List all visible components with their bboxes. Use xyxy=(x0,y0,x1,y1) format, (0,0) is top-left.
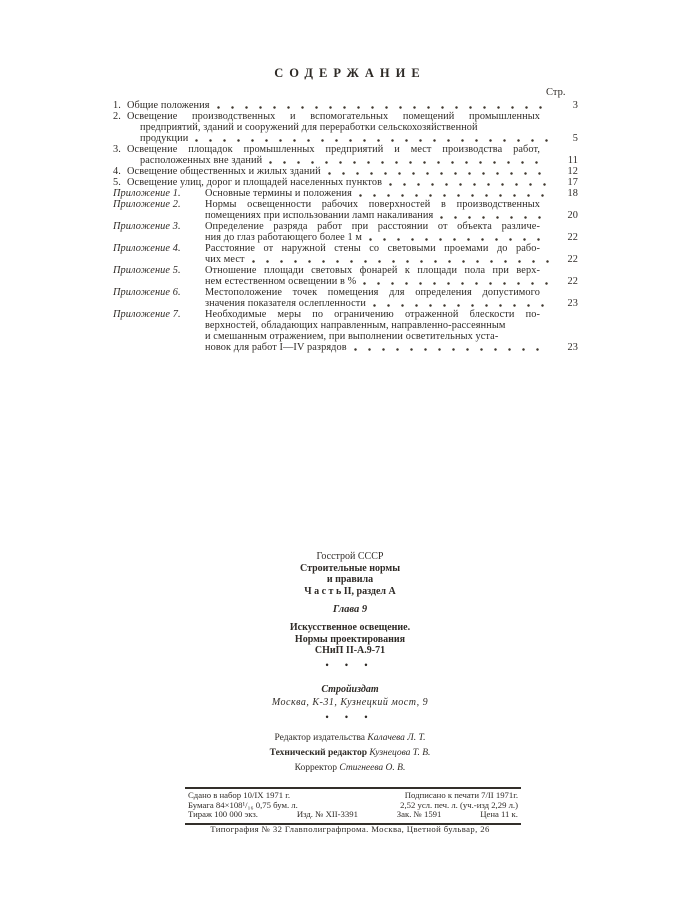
toc-entry-text: Местоположение точек помещения для определения допустимого xyxy=(205,287,540,298)
print-volume: 2,52 усл. печ. л. (уч.-изд 2,29 л.) xyxy=(400,799,518,810)
toc-entry-number: 4. xyxy=(113,166,121,177)
toc-entry-text: верхностей, обладающих направленным, направленно-рассеянным xyxy=(205,320,506,331)
toc-line xyxy=(113,144,578,155)
toc-line xyxy=(113,166,578,177)
toc-line xyxy=(205,254,578,265)
toc-entry-text: продукции xyxy=(140,133,189,144)
colophon-item-4: Цена 11 к. xyxy=(480,809,518,820)
editor-role: Технический редактор xyxy=(269,747,370,758)
toc-entry xyxy=(113,166,578,177)
printer-line: Типография № 32 Главполиграфпрома. Москва, Цветной бульвар, 26 xyxy=(210,824,490,834)
dot-leader xyxy=(359,194,549,197)
toc-entry-number: 5. xyxy=(113,177,121,188)
typeset-date: Сдано в набор 10/IX 1971 г. xyxy=(188,790,291,800)
toc-entry xyxy=(113,287,578,309)
doc-subject-line1: Искусственное освещение. xyxy=(289,622,411,633)
toc-line xyxy=(113,265,578,276)
toc-line xyxy=(140,122,540,133)
toc-entry xyxy=(113,309,578,353)
toc-entry-text: значения показателя ослепленности xyxy=(205,298,366,309)
dot-leader xyxy=(389,183,549,186)
toc-entry-text: Отношение площади световых фонарей к площади пола при верх- xyxy=(205,265,540,276)
colophon-item-1: Тираж 100 000 экз. xyxy=(188,809,258,820)
doc-code: СНиП II-А.9-71 xyxy=(314,645,386,656)
toc-line xyxy=(205,342,578,353)
toc-entry xyxy=(113,243,578,265)
toc-entry-number: 3. xyxy=(113,144,121,155)
chapter-label: Глава 9 xyxy=(332,604,368,615)
colophon-item-2: Изд. № XII-3391 xyxy=(296,809,358,820)
page-column-header: Стр. xyxy=(546,87,566,98)
toc-page-number: 22 xyxy=(567,254,578,265)
publisher-address: Москва, К-31, Кузнецкий мост, 9 xyxy=(271,696,429,708)
toc-entry xyxy=(113,221,578,243)
editor-line xyxy=(0,731,700,746)
publisher-name: Стройиздат xyxy=(321,683,379,695)
toc-line xyxy=(205,276,578,287)
publisher-block xyxy=(0,551,700,776)
editor-role: Корректор xyxy=(294,763,340,774)
toc-line xyxy=(113,309,578,320)
toc-entry-text: Общие положения xyxy=(127,100,210,111)
doc-subject-line2: Нормы проектирования xyxy=(294,633,406,645)
toc-page-number: 18 xyxy=(567,188,578,199)
toc-appendix-label: Приложение 1. xyxy=(113,188,181,199)
toc-entry xyxy=(113,100,578,111)
toc-entry-text: предприятий, зданий и сооружений для переработки сельскохозяйственной xyxy=(140,122,478,133)
toc-entry-text: Освещение производственных и вспомогательных помещений промышленных xyxy=(127,111,540,122)
toc-entry xyxy=(113,144,578,166)
toc-page-number: 11 xyxy=(567,155,578,166)
toc-title: СОДЕРЖАНИЕ xyxy=(274,66,426,80)
toc-entry xyxy=(113,111,578,144)
toc-line xyxy=(113,177,578,188)
toc-page-number: 20 xyxy=(567,210,578,221)
doc-part: Ч а с т ь II, раздел А xyxy=(304,585,396,597)
dot-leader xyxy=(354,348,549,351)
dot-leader xyxy=(269,161,549,164)
toc-appendix-label: Приложение 5. xyxy=(113,265,181,276)
toc-appendix-label: Приложение 3. xyxy=(113,221,181,232)
toc-entry-text: Основные термины и положения xyxy=(205,188,352,199)
colophon-item-3: Зак. № 1591 xyxy=(396,809,442,820)
colophon-row-3 xyxy=(188,810,518,820)
toc-line xyxy=(113,111,578,122)
editor-name: Кузнецова Т. В. xyxy=(369,747,431,758)
toc-entry-text: ния до глаз работающего более 1 м xyxy=(205,232,363,243)
toc-appendix-label: Приложение 7. xyxy=(113,309,181,320)
toc-page-number: 23 xyxy=(567,298,578,309)
toc-entry-text: чих мест xyxy=(205,254,245,265)
toc-entry-text: расположенных вне зданий xyxy=(140,155,263,166)
editor-name: Калачева Л. Т. xyxy=(367,732,426,743)
toc-entry-text: Освещение площадок промышленных предприятий и мест производства работ, xyxy=(127,144,540,155)
editor-name: Стигнеева О. В. xyxy=(339,763,406,774)
toc-page-number: 22 xyxy=(567,276,578,287)
toc-line xyxy=(113,199,578,210)
print-date: Подписано к печати 7/II 1971г. xyxy=(404,790,518,800)
toc-line xyxy=(205,232,578,243)
editors-block xyxy=(0,731,700,777)
toc-entry xyxy=(113,177,578,188)
toc-appendix-label: Приложение 6. xyxy=(113,287,181,298)
toc-entry-text: и смешанным отражением, при выполнении осветительных уста- xyxy=(205,331,499,342)
doc-title-line1: Строительные нормы xyxy=(300,562,400,574)
separator-stars-1: • • • xyxy=(325,659,375,670)
toc-page-number: 17 xyxy=(567,177,578,188)
toc-entry-text: Нормы освещенности рабочих поверхностей в производственных xyxy=(205,199,540,210)
toc-line xyxy=(113,243,578,254)
colophon-box xyxy=(185,787,521,825)
toc-line xyxy=(205,298,578,309)
editor-role: Редактор издательства xyxy=(274,732,368,743)
toc-line xyxy=(205,331,540,342)
paper-format: Бумага 84×108¹/₁₆ 0,75 бум. л. xyxy=(188,799,298,810)
toc-line xyxy=(113,100,578,111)
toc-entry-text: Расстояние от наружной стены со световыми проемами до рабо- xyxy=(205,243,540,254)
editor-line xyxy=(0,746,700,761)
toc-entry-text: Определение разряда работ при расстоянии от объекта различе- xyxy=(205,221,540,232)
toc-page-number: 23 xyxy=(567,342,578,353)
dot-leader xyxy=(252,260,549,263)
toc-list xyxy=(113,100,578,353)
toc-entry-text: помещениях при использовании ламп накаливания xyxy=(205,210,434,221)
dot-leader xyxy=(440,216,549,219)
dot-leader xyxy=(373,304,549,307)
toc-entry-text: Освещение общественных и жилых зданий xyxy=(127,166,321,177)
toc-page-number: 12 xyxy=(567,166,578,177)
toc-appendix-label: Приложение 2. xyxy=(113,199,181,210)
separator-stars-2: • • • xyxy=(325,711,375,722)
editor-line xyxy=(0,761,700,776)
toc-appendix-label: Приложение 4. xyxy=(113,243,181,254)
toc-line xyxy=(205,320,540,331)
toc-entry-text: нем естественном освещении в % xyxy=(205,276,357,287)
toc-page-number: 5 xyxy=(572,133,578,144)
dot-leader xyxy=(369,238,549,241)
dot-leader xyxy=(217,106,549,109)
toc-entry xyxy=(113,265,578,287)
dot-leader xyxy=(195,139,549,142)
toc-entry-text: Необходимые меры по ограничению отраженной блескости по- xyxy=(205,309,540,320)
toc-line xyxy=(113,221,578,232)
toc-page-number: 3 xyxy=(572,100,578,111)
toc-entry-number: 1. xyxy=(113,100,121,111)
toc-entry-text: новок для работ I—IV разрядов xyxy=(205,342,347,353)
toc-line xyxy=(140,155,578,166)
toc-entry-text: Освещение улиц, дорог и площадей населенных пунктов xyxy=(127,177,383,188)
toc-line xyxy=(113,287,578,298)
toc-line xyxy=(140,133,578,144)
dot-leader xyxy=(328,172,549,175)
toc-page-number: 22 xyxy=(567,232,578,243)
doc-title-line2: и правила xyxy=(326,574,374,585)
toc-line xyxy=(205,210,578,221)
toc-line xyxy=(113,188,578,199)
toc-entry xyxy=(113,188,578,199)
org-name: Госстрой СССР xyxy=(316,551,384,562)
dot-leader xyxy=(363,282,549,285)
toc-entry xyxy=(113,199,578,221)
toc-entry-number: 2. xyxy=(113,111,121,122)
